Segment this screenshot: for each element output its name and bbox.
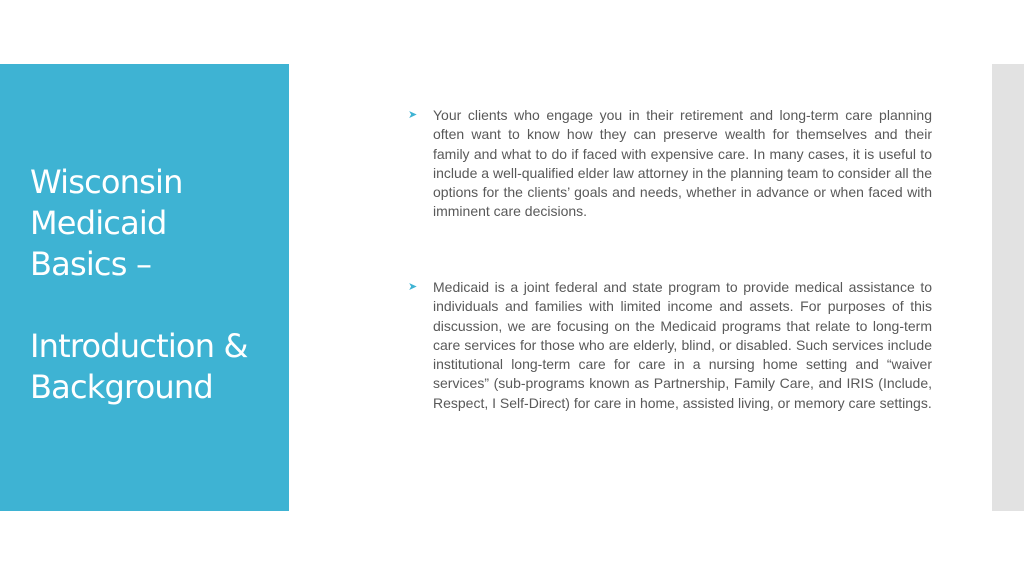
- title-line: Background: [30, 368, 213, 406]
- bullet-text: Your clients who engage you in their retirement and long-term care planning often want to know how they can preserve wealth for themselves and their family and what to do if faced with expensive care. In many cases, it is useful to include a well-qualified elder law attorney in the planning team to consider all the options for the clients’ goals and needs, whether in advance or when faced with imminent care decisions.: [433, 107, 932, 220]
- title-line: Medicaid: [30, 204, 167, 242]
- right-side-bar: [992, 64, 1024, 511]
- slide-title: [30, 162, 285, 408]
- bullet-item: [408, 106, 932, 222]
- title-line: Basics –: [30, 245, 152, 283]
- title-line: Introduction &: [30, 327, 248, 365]
- bullet-item: [408, 278, 932, 413]
- title-spacer: [30, 285, 285, 326]
- arrowhead-bullet-icon: ➤: [408, 281, 418, 293]
- arrowhead-bullet-icon: ➤: [408, 109, 418, 121]
- title-line: Wisconsin: [30, 163, 183, 201]
- bullet-text: Medicaid is a joint federal and state program to provide medical assistance to individuals and families with limited income and assets. For purposes of this discussion, we are focusing on the Medicaid programs that relate to long-term care services for those who are elderly, blind, or disabled. Such services include institutional long-term care for care in a nursing home setting and “waiver services” (sub-programs known as Partnership, Family Care, and IRIS (Include, Respect, I Self-Direct) for care in home, assisted living, or memory care settings.: [433, 279, 932, 411]
